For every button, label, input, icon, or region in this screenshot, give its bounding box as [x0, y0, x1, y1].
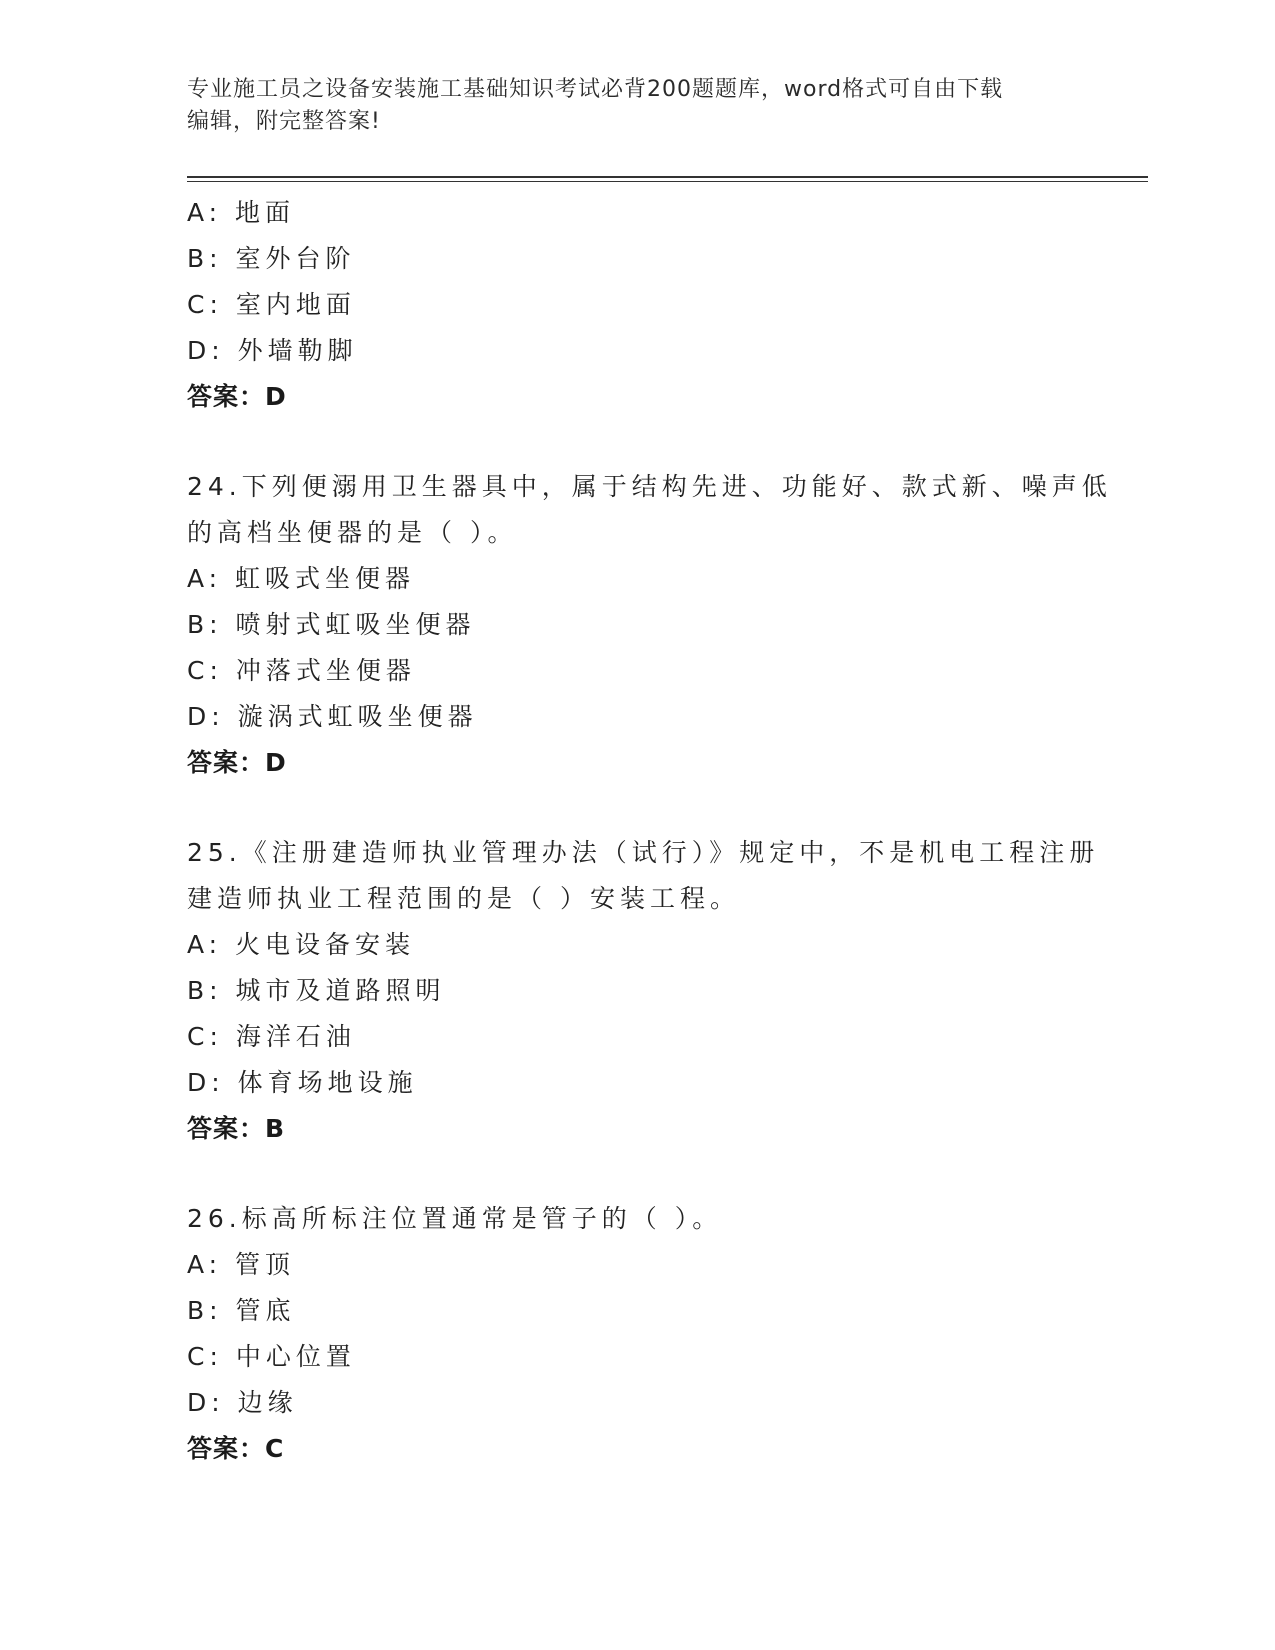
question-text-line-1: 26.标高所标注位置通常是管子的（ ）。 — [187, 1204, 723, 1233]
question-text-line-2: 建造师执业工程范围的是（ ）安装工程。 — [187, 884, 740, 913]
option-d: D: 漩涡式虹吸坐便器 — [187, 702, 478, 731]
option-a: A: 地面 — [187, 198, 296, 227]
option-c: C: 中心位置 — [187, 1342, 356, 1371]
option-a: A: 管顶 — [187, 1250, 296, 1279]
option-b: B: 喷射式虹吸坐便器 — [187, 610, 476, 639]
question-list — [187, 190, 1112, 1472]
header-divider-thick — [187, 176, 1148, 178]
header-title-line-1: 专业施工员之设备安装施工基础知识考试必背200题题库，word格式可自由下载 — [187, 77, 1004, 102]
question-23 — [187, 190, 1087, 420]
spacer — [187, 1152, 1087, 1196]
spacer — [187, 420, 1087, 464]
spacer — [187, 786, 1087, 830]
option-c: C: 室内地面 — [187, 290, 356, 319]
document-header — [187, 74, 1067, 138]
question-text-line-2: 的高档坐便器的是（ ）。 — [187, 518, 518, 547]
answer-line: 答案：D — [187, 748, 287, 777]
option-d: D: 体育场地设施 — [187, 1068, 418, 1097]
question-25 — [187, 830, 1100, 1152]
option-b: B: 管底 — [187, 1296, 296, 1325]
option-c: C: 海洋石油 — [187, 1022, 356, 1051]
option-d: D: 边缘 — [187, 1388, 298, 1417]
option-a: A: 虹吸式坐便器 — [187, 564, 416, 593]
header-title-line-2: 编辑，附完整答案! — [187, 109, 381, 134]
answer-line: 答案：C — [187, 1434, 285, 1463]
question-text-line-1: 25.《注册建造师执业管理办法（试行）》规定中，不是机电工程注册 — [187, 838, 1100, 867]
question-24 — [187, 464, 1112, 786]
question-26 — [187, 1196, 1087, 1472]
option-b: B: 室外台阶 — [187, 244, 356, 273]
option-b: B: 城市及道路照明 — [187, 976, 446, 1005]
question-text-line-1: 24.下列便溺用卫生器具中，属于结构先进、功能好、款式新、噪声低 — [187, 472, 1112, 501]
answer-line: 答案：D — [187, 382, 287, 411]
option-c: C: 冲落式坐便器 — [187, 656, 416, 685]
answer-line: 答案：B — [187, 1114, 286, 1143]
option-a: A: 火电设备安装 — [187, 930, 416, 959]
option-d: D: 外墙勒脚 — [187, 336, 358, 365]
header-divider-thin — [187, 181, 1148, 182]
